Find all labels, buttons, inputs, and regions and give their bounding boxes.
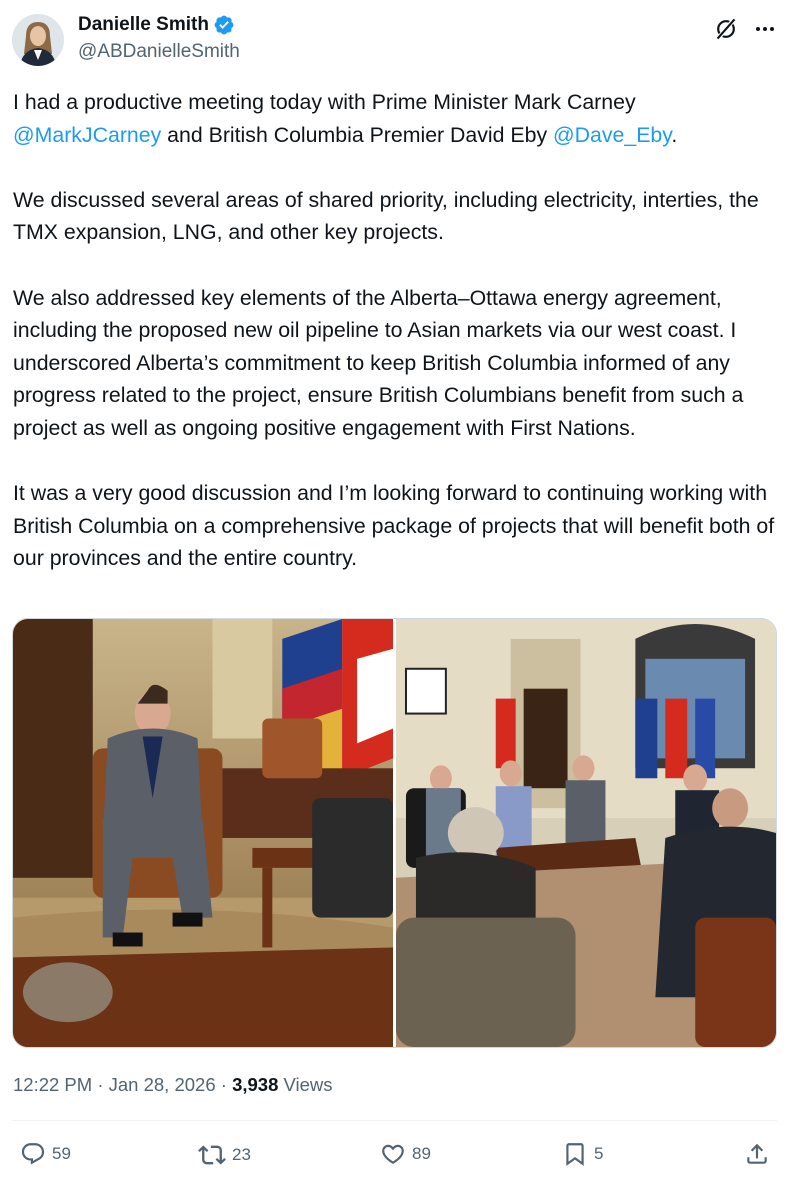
like-button[interactable]	[380, 1141, 431, 1167]
media-grid	[12, 618, 777, 1048]
views-count: 3,938	[232, 1074, 279, 1095]
meeting-photo-left[interactable]	[13, 619, 393, 1047]
author-handle[interactable]: @ABDanielleSmith	[78, 41, 240, 62]
bookmark-icon	[562, 1141, 588, 1167]
repost-count: 23	[232, 1145, 251, 1164]
tweet-text	[13, 86, 783, 575]
author-name[interactable]: Danielle Smith	[78, 14, 209, 35]
mention-link-markjcarney[interactable]: @MarkJCarney	[13, 122, 162, 147]
repost-icon	[198, 1141, 226, 1169]
heart-icon	[380, 1141, 406, 1167]
bookmark-button[interactable]	[562, 1141, 603, 1167]
tweet-paragraph: We also addressed key elements of the Alberta–Ottawa energy agreement, including the proposed new oil pipeline to Asian markets via our west coast. I underscored Alberta’s commitment to keep British Columbia informed of any progress related to the project, ensure British Columbians benefit from such a project as well as ongoing positive engagement with First Nations.	[13, 285, 744, 440]
action-bar	[12, 1135, 777, 1175]
like-count: 89	[412, 1144, 431, 1163]
tweet-paragraph: It was a very good discussion and I’m looking forward to continuing working with British Columbia on a comprehensive package of projects that will benefit both of our provinces and the entire country.	[13, 481, 775, 571]
share-button[interactable]	[744, 1141, 770, 1167]
reply-icon	[20, 1141, 46, 1167]
grok-icon[interactable]	[713, 16, 739, 42]
views-label: Views	[278, 1074, 333, 1095]
bookmark-count: 5	[594, 1144, 604, 1163]
tweet-date[interactable]: Jan 28, 2026	[108, 1074, 216, 1095]
tweet-meta: 12:22 PM · Jan 28, 2026 · 3,938 Views	[13, 1074, 333, 1095]
tweet-paragraph: I had a productive meeting today with Prime Minister Mark Carney @MarkJCarney and British Columbia Premier David Eby @Dave_Eby.	[13, 90, 678, 147]
verified-badge-icon	[213, 14, 235, 36]
repost-button[interactable]	[198, 1141, 251, 1169]
author-avatar[interactable]	[12, 14, 64, 66]
reply-count: 59	[52, 1144, 71, 1163]
meeting-photo-right[interactable]	[396, 619, 776, 1047]
mention-link-dave-eby[interactable]: @Dave_Eby	[553, 122, 672, 147]
tweet-time[interactable]: 12:22 PM	[13, 1074, 93, 1095]
tweet-paragraph: We discussed several areas of shared priority, including electricity, interties, the TMX expansion, LNG, and other key projects.	[13, 187, 759, 245]
reply-button[interactable]	[20, 1141, 71, 1167]
more-options-icon[interactable]	[753, 17, 777, 41]
share-icon	[744, 1141, 770, 1167]
tweet-header	[12, 10, 781, 68]
divider	[12, 1120, 777, 1121]
